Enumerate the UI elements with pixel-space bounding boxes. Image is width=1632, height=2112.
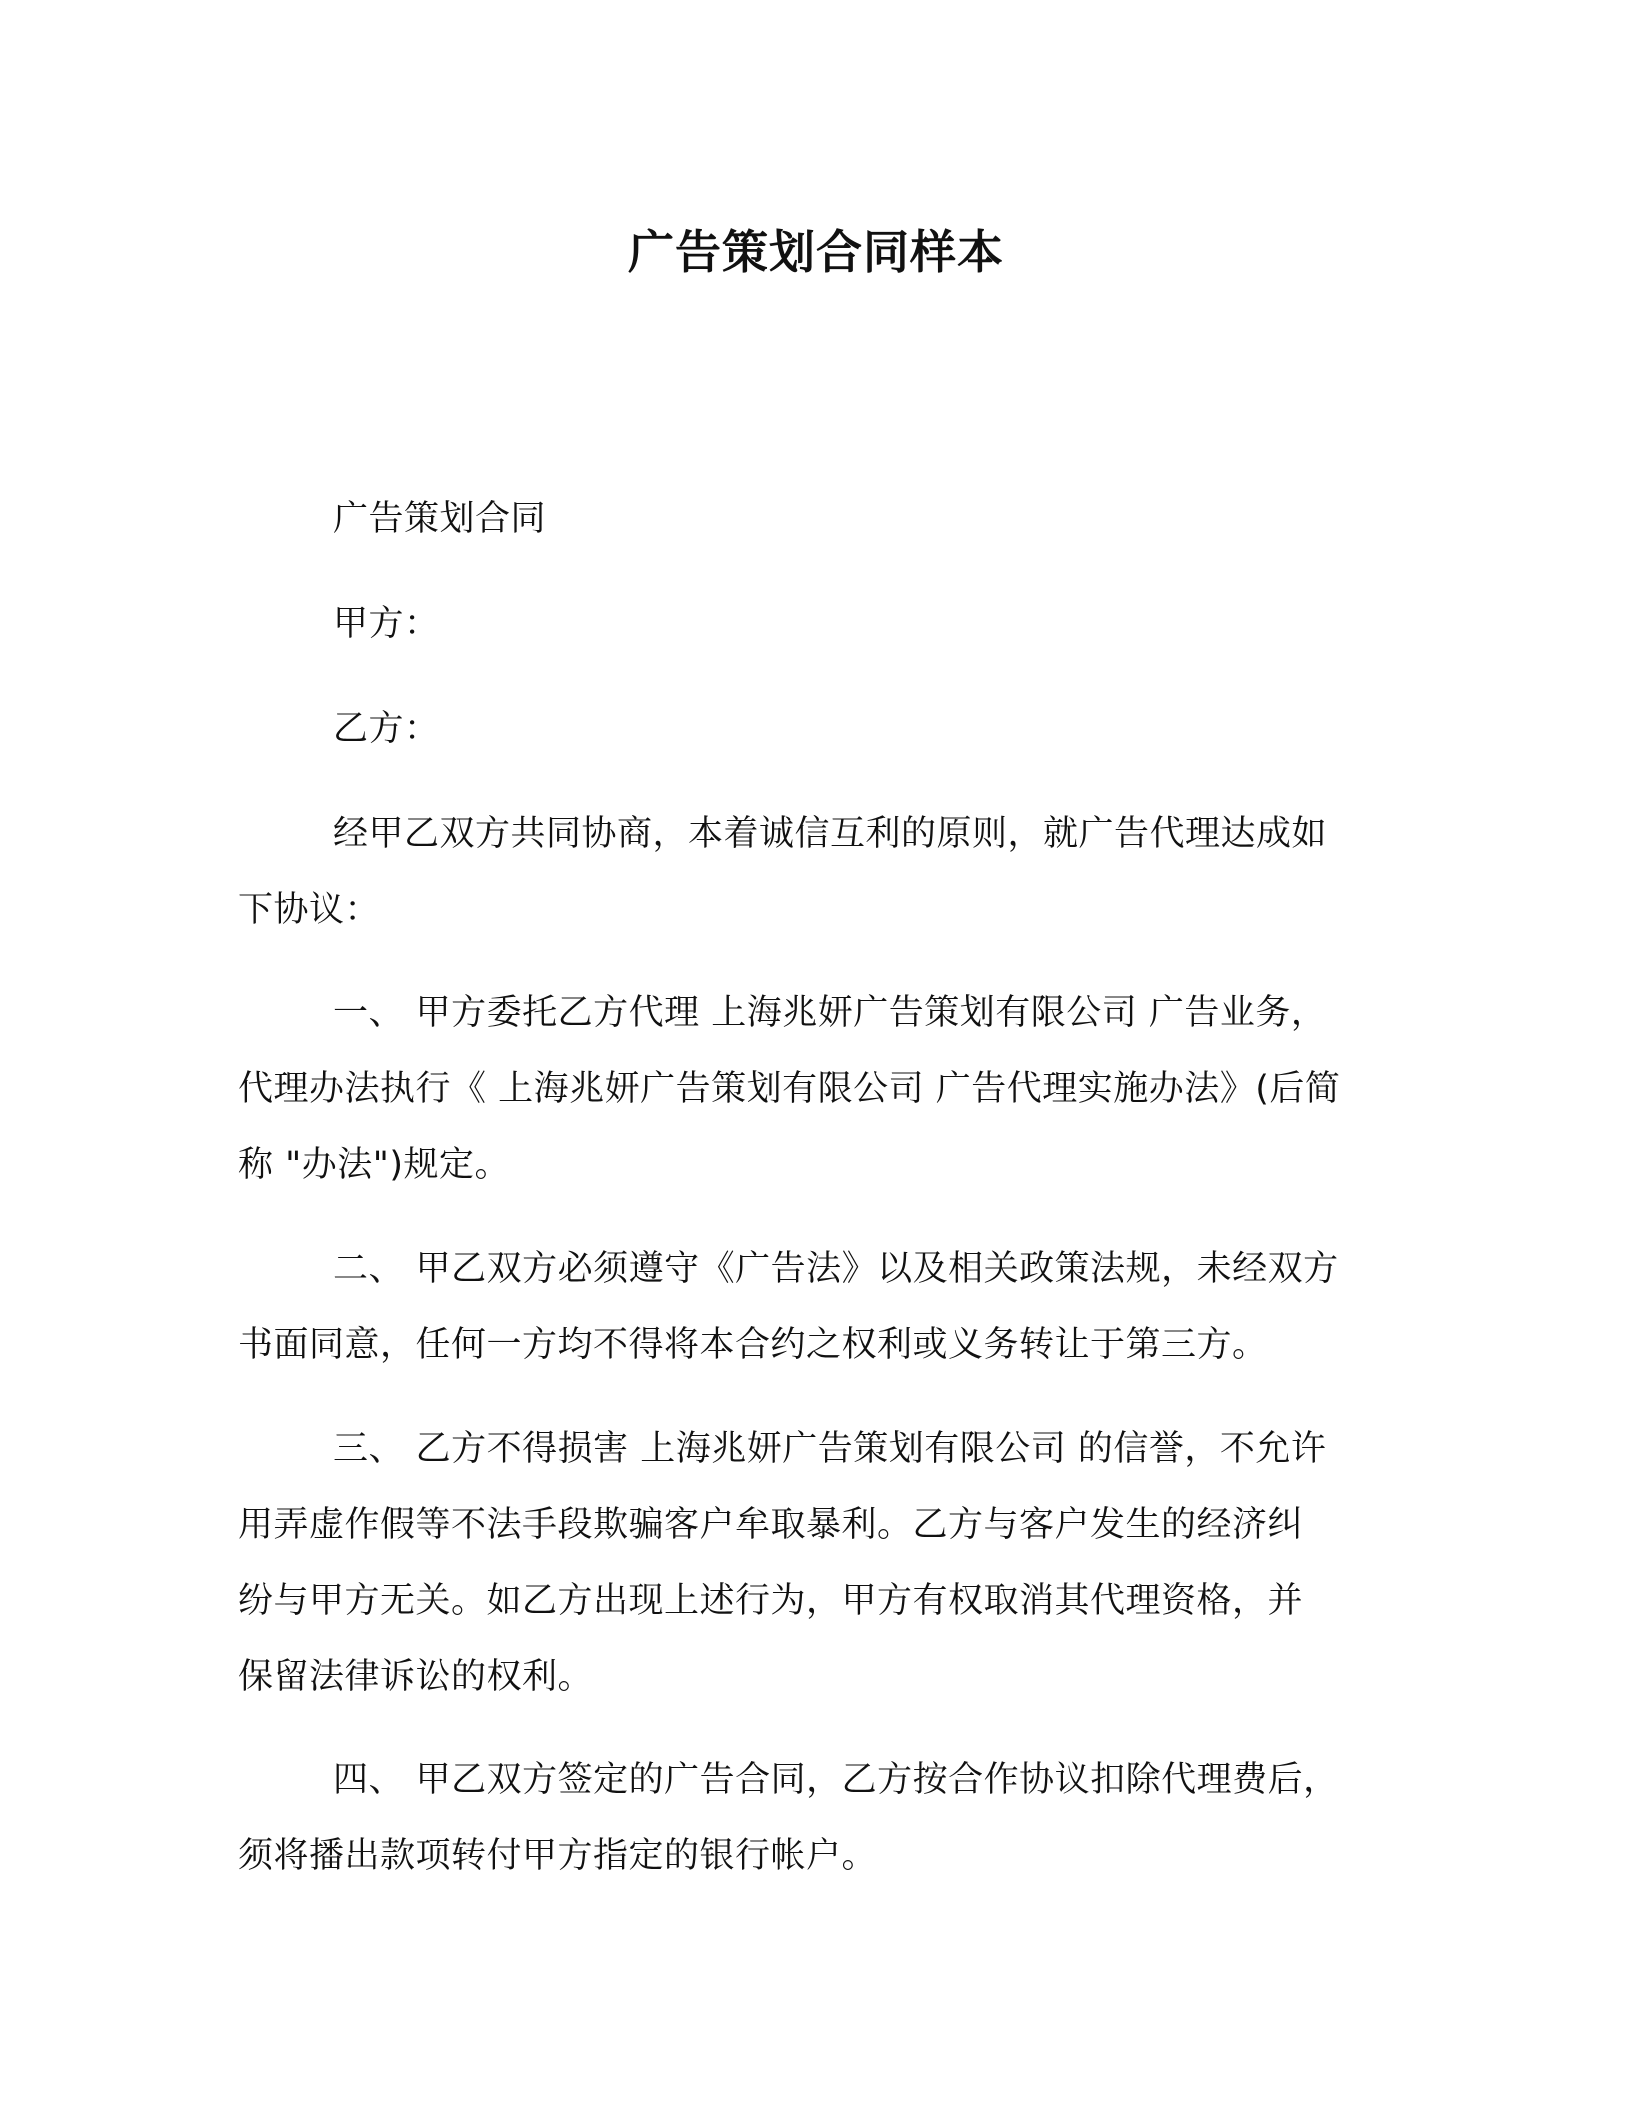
paragraph-line: 称 "办法")规定。 [238, 1145, 510, 1185]
paragraph-line: 用弄虚作假等不法手段欺骗客户牟取暴利。乙方与客户发生的经济纠 [238, 1505, 1304, 1545]
paragraph-line: 经甲乙双方共同协商，本着诚信互利的原则，就广告代理达成如 [333, 814, 1328, 854]
paragraph-line: 三、 乙方不得损害 上海兆妍广告策划有限公司 的信誉，不允许 [333, 1429, 1327, 1469]
party-b-label: 乙方： [333, 709, 440, 749]
party-a-label: 甲方： [333, 604, 440, 644]
paragraph-line: 书面同意，任何一方均不得将本合约之权利或义务转让于第三方。 [238, 1325, 1268, 1365]
paragraph-line: 须将播出款项转付甲方指定的银行帐户。 [238, 1836, 878, 1876]
paragraph-line: 代理办法执行《 上海兆妍广告策划有限公司 广告代理实施办法》(后简 [238, 1069, 1341, 1109]
paragraph-line: 二、 甲乙双方必须遵守《广告法》以及相关政策法规，未经双方 [333, 1249, 1339, 1289]
paragraph-line: 下协议： [238, 890, 381, 930]
document-title: 广告策划合同样本 [628, 225, 1004, 279]
paragraph-line: 保留法律诉讼的权利。 [238, 1657, 594, 1697]
contract-heading: 广告策划合同 [333, 499, 547, 539]
paragraph-line: 纷与甲方无关。如乙方出现上述行为，甲方有权取消其代理资格，并 [238, 1581, 1304, 1621]
paragraph-line: 一、 甲方委托乙方代理 上海兆妍广告策划有限公司 广告业务， [333, 993, 1327, 1033]
paragraph-line: 四、 甲乙双方签定的广告合同，乙方按合作协议扣除代理费后， [333, 1760, 1339, 1800]
